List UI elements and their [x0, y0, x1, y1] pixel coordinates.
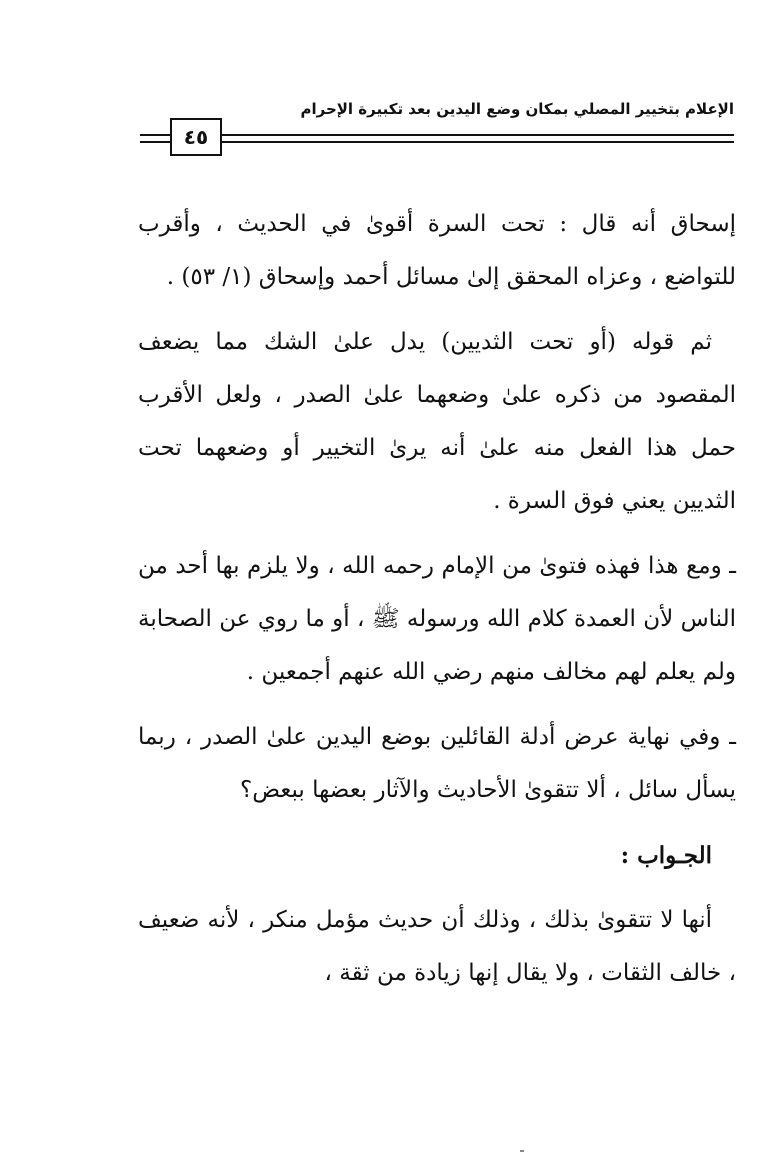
paragraph-3: ـ ومع هذا فهذه فتوىٰ من الإمام رحمه الله ، ولا يلزم بها أحد من الناس لأن العمدة كلام الله ورسوله ﷺ ، أو ما روي عن الصحابة ولم يعلم لهم مخالف منهم رضي الله عنهم أجمعين . — [138, 553, 736, 685]
paragraph-5: أنها لا تتقوىٰ بذلك ، وذلك أن حديث مؤمل منكر ، لأنه ضعيف ، خالف الثقات ، ولا يقال إنها زيادة من ثقة ، — [138, 907, 736, 986]
page-footer-mark — [520, 1150, 524, 1152]
page-number: ٤٥ — [170, 118, 222, 156]
header-rule-left — [140, 134, 170, 143]
section-heading: الجـواب : — [620, 842, 712, 869]
header-rule-right — [222, 134, 734, 143]
page-body — [138, 198, 736, 1012]
paragraph-4: ـ وفي نهاية عرض أدلة القائلين بوضع اليدين علىٰ الصدر ، ربما يسأل سائل ، ألا تتقوىٰ الأحاديث والآثار بعضها ببعض؟ — [138, 724, 736, 803]
paragraph-2: ثم قوله (أو تحت الثديين) يدل علىٰ الشك مما يضعف المقصود من ذكره علىٰ وضعهما علىٰ الصدر ، ولعل الأقرب حمل هذا الفعل منه علىٰ أنه يرىٰ التخيير أو وضعهما تحت الثديين يعني فوق السرة . — [138, 329, 736, 514]
paragraph-1: إسحاق أنه قال : تحت السرة أقوىٰ في الحديث ، وأقرب للتواضع ، وعزاه المحقق إلىٰ مسائل أحمد وإسحاق (١/ ٥٣) . — [138, 211, 736, 290]
running-title: الإعلام بتخيير المصلي بمكان وضع اليدين بعد تكبيرة الإحرام — [300, 100, 734, 118]
